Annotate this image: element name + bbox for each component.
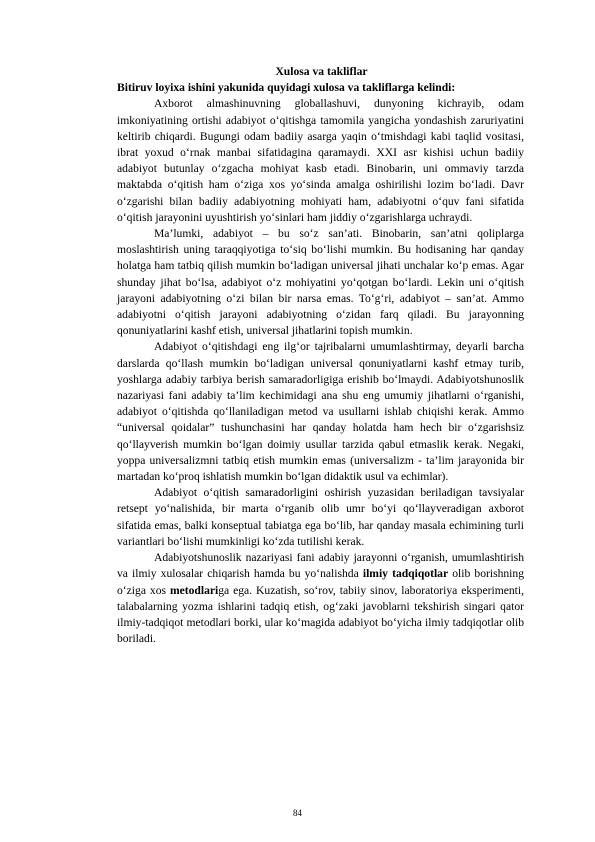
page-number: 84	[293, 808, 302, 818]
subtitle: Bitiruv loyixa ishini yakunida quyidagi xulosa va takliflarga kelindi:	[117, 81, 456, 95]
paragraph-4-text: Adabiyot o‘qitish samaradorligini oshirish yuzasidan beriladigan tavsiyalar retsept yo‘nalishida, bir marta o‘rganib olib umr bo‘yi qo‘llayveradigan axborot sifatida emas, balki konseptual tabiatga ega bo‘lib, har qanday masala echimining turli variantlari bo‘lishi mumkinligi ko‘zda tutilishi kerak.	[117, 486, 524, 548]
paragraph-5-part1: Adabiyotshunoslik nazariyasi fani adabiy jarayonni o‘rganish, umumlashtirish va ilmiy xulosalar chiqarish hamda bu yo‘nalishda	[117, 551, 524, 581]
paragraph-1	[117, 96, 524, 226]
document-page	[117, 64, 524, 647]
page-title: Xulosa va takliflar	[275, 65, 368, 78]
bold-term-metodlari: metodlari	[169, 583, 219, 597]
paragraph-5-part3: ga ega. Kuzatish, so‘rov, tabiiy sinov, laboratoriya eksperimenti, talabalarning yozma ishlarini tadqiq etish, og‘zaki javoblarni tekshirish singari qator ilmiy-tadqiqot metodlari borki, ular ko‘magida adabiyot bo‘yicha ilmiy tadqiqotlar olib boriladi.	[117, 583, 525, 646]
paragraph-2	[117, 226, 524, 339]
paragraph-3-text: Adabiyot o‘qitishdagi eng ilg‘or tajribalarni umumlashtirmay, deyarli barcha darslarda qo‘llash mumkin bo‘ladigan universal qonuniyatlarni kashf etmay turib, yoshlarga adabiy tarbiya berish samaradorligiga erishib bo‘lmaydi. Adabiyotshunoslik nazariyasi fani adabiy ta’lim kechimidagi ana shu eng umumiy jihatlarni o‘rganishi, adabiyot o‘qitishda qo‘llaniladigan metod va usullarni ishlab chiqishi kerak. Ammo “universal qoidalar” tushunchasini har qanday holatda ham hech bir o‘zgarishsiz qo‘llayverish mumkin bo‘lgan doimiy usullar tarzida qabul etmaslik kerak. Negaki, yoppa universalizmni tatbiq etish mumkin emas (universalizm - ta’lim jarayonida bir martadan ko‘proq ishlatish mumkin bo‘lgan didaktik usul va echimlar).	[117, 340, 524, 484]
paragraph-1-text: Axborot almashinuvning globallashuvi, dunyoning kichrayib, odam imkoniyatining ortishi adabiyot o‘qitishga tamomila yangicha yondashish zaruriyatini keltirib chiqardi. Bugungi odam badiiy asarga yaqin o‘tmishdagi kabi taqlid vositasi, ibrat yoxud o‘rnak manbai sifatidagina qaramaydi. XXI asr kishisi uchun badiiy adabiyot butunlay o‘zgacha mohiyat kasb etadi. Binobarin, uni ommaviy tarzda maktabda o‘qitish ham o‘ziga xos yo‘sinda amalga oshirilishi lozim bo‘ladi. Davr o‘zgarishi bilan badiiy adabiyotning mohiyati ham, adabiyotni o‘quv fani sifatida o‘qitish jarayonini uyushtirish yo‘sinlari ham jiddiy o‘zgarishlarga uchraydi.	[117, 97, 524, 224]
paragraph-3	[117, 339, 524, 485]
paragraph-2-text: Ma’lumki, adabiyot – bu so‘z san’ati. Binobarin, san’atni qoliplarga moslashtirish uning taraqqiyotiga to‘siq bo‘lishi mumkin. Bu hodisaning har qanday holatga ham tatbiq qilish mumkin bo‘ladigan universal jihati unchalar ko‘p emas. Agar shunday jihat bo‘lsa, adabiyot o‘z mohiyatini yo‘qotgan bo‘lardi. Lekin uni o‘qitish jarayoni adabiyotning o‘zi bilan bir narsa emas. To‘g‘ri, adabiyot – san’at. Ammo adabiyotni o‘qitish jarayoni adabiyotning o‘zidan farq qiladi. Bu jarayonning qonuniyatlarini kashf etish, universal jihatlarini topish mumkin.	[117, 227, 524, 338]
paragraph-5	[117, 550, 524, 647]
paragraph-4	[117, 485, 524, 550]
bold-term-ilmiy-tadqiqotlar: ilmiy tadqiqotlar	[362, 567, 449, 581]
paragraph-5-part2: olib borishning o‘ziga xos	[117, 567, 524, 597]
